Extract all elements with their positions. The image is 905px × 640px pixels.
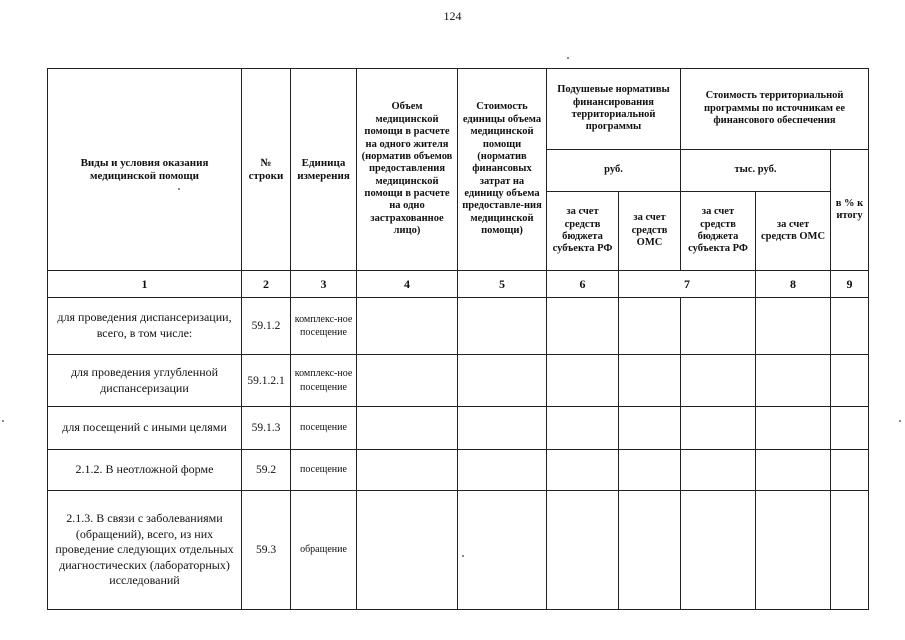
column-number: 4 bbox=[357, 271, 458, 298]
column-number: 6 bbox=[547, 271, 619, 298]
empty-cell bbox=[756, 407, 831, 450]
empty-cell bbox=[831, 298, 869, 355]
financing-table bbox=[47, 68, 869, 610]
header-rub: руб. bbox=[547, 150, 681, 192]
header-types: Виды и условия оказания медицинской помощи bbox=[48, 69, 242, 271]
empty-cell bbox=[458, 355, 547, 407]
empty-cell bbox=[547, 407, 619, 450]
header-volume: Объем медицинской помощи в расчете на одного жителя (норматив объемов предоставления медицинской помощи в расчете на одно застрахованное лицо) bbox=[357, 69, 458, 271]
row-label: для проведения углубленной диспансеризации bbox=[48, 355, 242, 407]
empty-cell bbox=[357, 491, 458, 610]
empty-cell bbox=[681, 407, 756, 450]
row-unit: посещение bbox=[291, 450, 357, 491]
table-row bbox=[48, 298, 869, 355]
table-row bbox=[48, 407, 869, 450]
empty-cell bbox=[547, 355, 619, 407]
header-unit-cost: Стоимость единицы объема медицинской помощи (норматив финансовых затрат на единицу объема предоставле-ния медицинской помощи) bbox=[458, 69, 547, 271]
row-label: 2.1.3. В связи с заболеваниями (обращений), всего, из них проведение следующих отдельных диагностических (лабораторных) исследований bbox=[48, 491, 242, 610]
row-unit: комплекс-ное посещение bbox=[291, 298, 357, 355]
empty-cell bbox=[357, 355, 458, 407]
empty-cell bbox=[756, 355, 831, 407]
row-number: 59.1.2.1 bbox=[242, 355, 291, 407]
empty-cell bbox=[619, 491, 681, 610]
header-row-number: № строки bbox=[242, 69, 291, 271]
column-number: 9 bbox=[831, 271, 869, 298]
empty-cell bbox=[619, 450, 681, 491]
table-row bbox=[48, 491, 869, 610]
empty-cell bbox=[681, 355, 756, 407]
table-row bbox=[48, 355, 869, 407]
empty-cell bbox=[547, 491, 619, 610]
row-unit: посещение bbox=[291, 407, 357, 450]
empty-cell bbox=[831, 491, 869, 610]
row-label: 2.1.2. В неотложной форме bbox=[48, 450, 242, 491]
header-percent: в % к итогу bbox=[831, 150, 869, 271]
empty-cell bbox=[458, 407, 547, 450]
empty-cell bbox=[357, 407, 458, 450]
empty-cell bbox=[681, 491, 756, 610]
column-number: 5 bbox=[458, 271, 547, 298]
header-program-cost: Стоимость территориальной программы по источникам ее финансового обеспечения bbox=[681, 69, 869, 150]
column-number: 2 bbox=[242, 271, 291, 298]
page-number: 124 bbox=[443, 9, 462, 23]
empty-cell bbox=[619, 355, 681, 407]
empty-cell bbox=[831, 355, 869, 407]
row-number: 59.2 bbox=[242, 450, 291, 491]
header-unit: Единица измерения bbox=[291, 69, 357, 271]
header-thous-rub: тыс. руб. bbox=[681, 150, 831, 192]
row-number: 59.3 bbox=[242, 491, 291, 610]
row-unit: комплекс-ное посещение bbox=[291, 355, 357, 407]
empty-cell bbox=[547, 298, 619, 355]
row-unit: обращение bbox=[291, 491, 357, 610]
empty-cell bbox=[458, 491, 547, 610]
column-number: 3 bbox=[291, 271, 357, 298]
header-oms-thous: за счет средств ОМС bbox=[756, 192, 831, 271]
row-number: 59.1.2 bbox=[242, 298, 291, 355]
row-number: 59.1.3 bbox=[242, 407, 291, 450]
empty-cell bbox=[756, 298, 831, 355]
empty-cell bbox=[681, 298, 756, 355]
empty-cell bbox=[458, 298, 547, 355]
header-per-capita: Подушевые нормативы финансирования территориальной программы bbox=[547, 69, 681, 150]
empty-cell bbox=[619, 298, 681, 355]
table-row bbox=[48, 450, 869, 491]
header-budget-rub: за счет средств бюджета субъекта РФ bbox=[547, 192, 619, 271]
column-number: 1 bbox=[48, 271, 242, 298]
empty-cell bbox=[831, 450, 869, 491]
empty-cell bbox=[458, 450, 547, 491]
column-number: 8 bbox=[756, 271, 831, 298]
empty-cell bbox=[357, 450, 458, 491]
empty-cell bbox=[357, 298, 458, 355]
empty-cell bbox=[756, 450, 831, 491]
empty-cell bbox=[831, 407, 869, 450]
row-label: для посещений с иными целями bbox=[48, 407, 242, 450]
empty-cell bbox=[547, 450, 619, 491]
header-oms-rub: за счет средств ОМС bbox=[619, 192, 681, 271]
empty-cell bbox=[756, 491, 831, 610]
column-number: 7 bbox=[619, 271, 756, 298]
row-label: для проведения диспансеризации, всего, в том числе: bbox=[48, 298, 242, 355]
empty-cell bbox=[681, 450, 756, 491]
header-budget-thous: за счет средств бюджета субъекта РФ bbox=[681, 192, 756, 271]
empty-cell bbox=[619, 407, 681, 450]
